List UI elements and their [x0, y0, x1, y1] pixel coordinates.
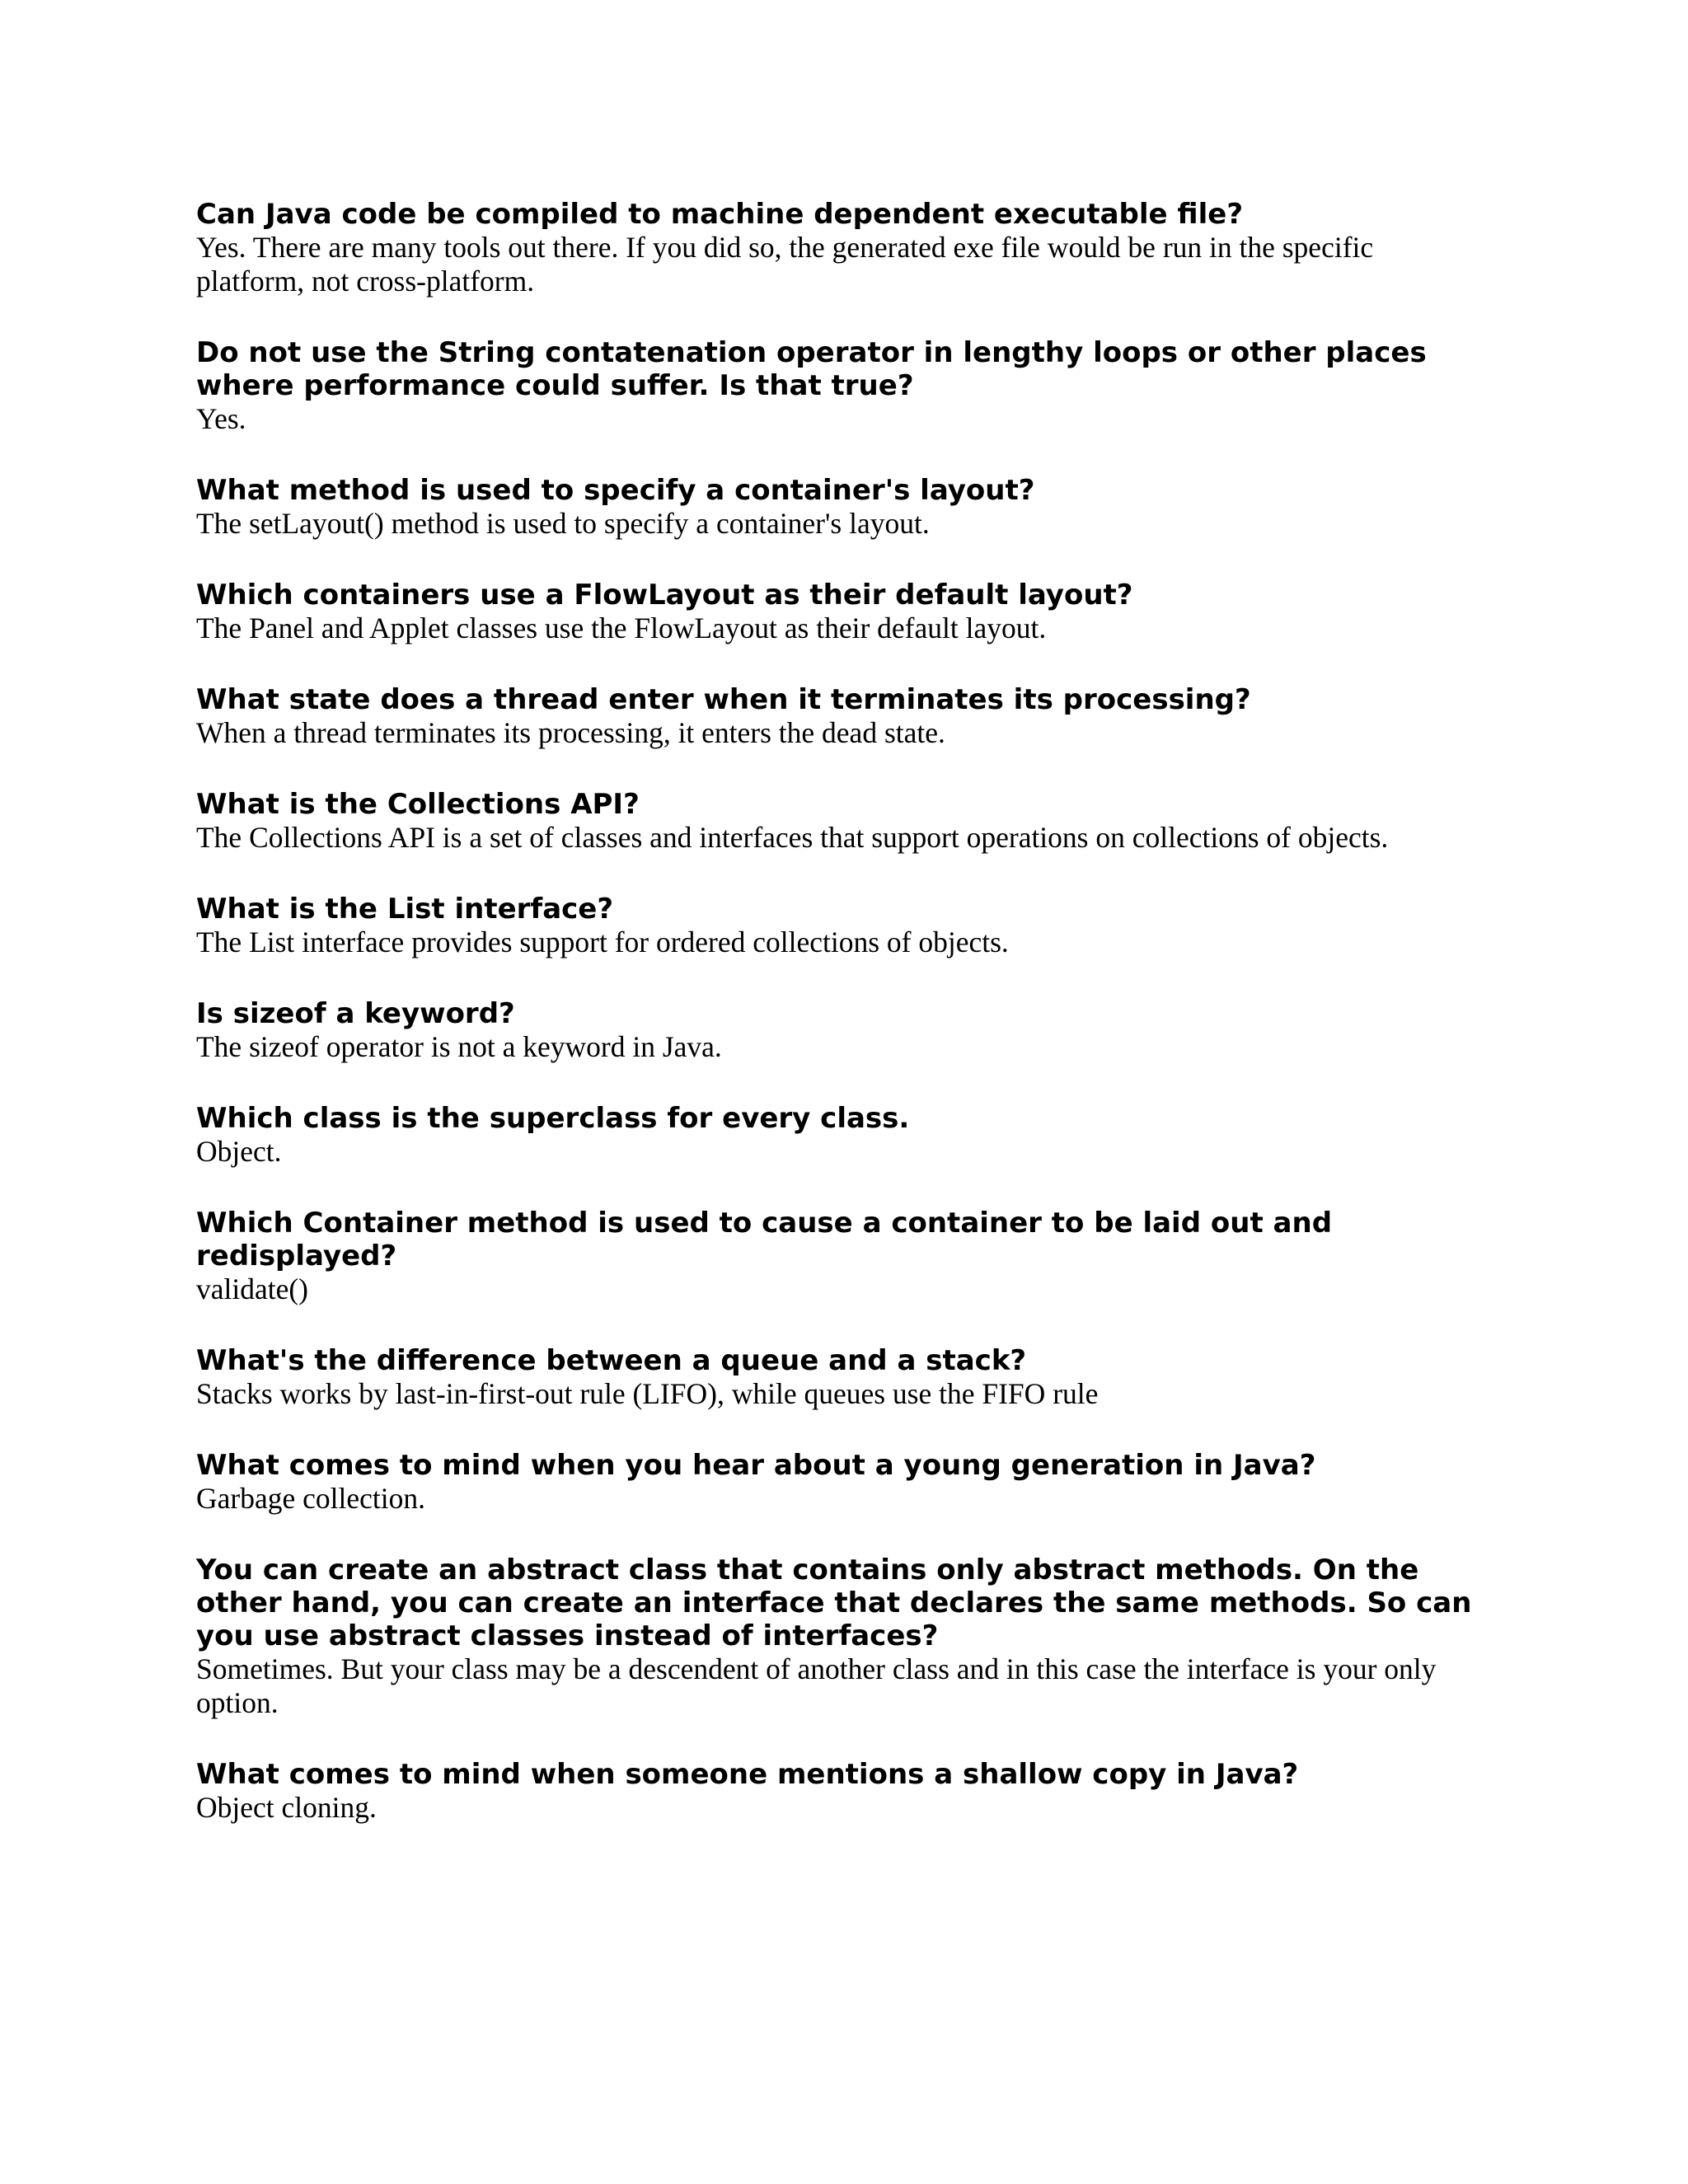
qa-item — [196, 1554, 1482, 1720]
question-text: What comes to mind when someone mentions a shallow copy in Java? — [196, 1758, 1299, 1791]
question-text: Which class is the superclass for every class. — [196, 1102, 910, 1135]
answer-text: validate() — [196, 1272, 309, 1305]
qa-item — [196, 1344, 1482, 1411]
qa-item — [196, 1207, 1482, 1306]
qa-item — [196, 1758, 1482, 1825]
answer-text: The Collections API is a set of classes and interfaces that support operations on collections of objects. — [196, 821, 1389, 854]
qa-item — [196, 198, 1482, 298]
answer-text: The List interface provides support for ordered collections of objects. — [196, 926, 1009, 958]
question-text: What is the List interface? — [196, 893, 614, 926]
answer-text: The sizeof operator is not a keyword in Java. — [196, 1030, 722, 1063]
question-text: Is sizeof a keyword? — [196, 997, 515, 1030]
qa-item — [196, 474, 1482, 541]
answer-text: The Panel and Applet classes use the FlowLayout as their default layout. — [196, 612, 1047, 644]
question-text: Which containers use a FlowLayout as their default layout? — [196, 579, 1133, 612]
qa-list — [196, 198, 1482, 1863]
answer-text: Object cloning. — [196, 1791, 377, 1824]
qa-item — [196, 336, 1482, 436]
answer-text: Sometimes. But your class may be a descendent of another class and in this case the interface is your only option. — [196, 1652, 1437, 1719]
qa-item — [196, 1449, 1482, 1516]
question-text: What comes to mind when you hear about a young generation in Java? — [196, 1449, 1316, 1482]
question-text: What is the Collections API? — [196, 788, 640, 821]
answer-text: Object. — [196, 1135, 282, 1168]
qa-item — [196, 893, 1482, 959]
question-text: You can create an abstract class that contains only abstract methods. On the other hand, you can create an interface that declares the same methods. So can you use abstract classes instead of interfaces? — [196, 1554, 1472, 1652]
answer-text: When a thread terminates its processing, it enters the dead state. — [196, 716, 945, 749]
question-text: What state does a thread enter when it terminates its processing? — [196, 683, 1251, 716]
qa-item — [196, 788, 1482, 855]
answer-text: Yes. — [196, 402, 246, 435]
answer-text: Yes. There are many tools out there. If you did so, the generated exe file would be run in the specific platform, not cross-platform. — [196, 231, 1374, 298]
question-text: Can Java code be compiled to machine dependent executable file? — [196, 198, 1244, 231]
question-text: What's the difference between a queue and a stack? — [196, 1344, 1027, 1377]
answer-text: Garbage collection. — [196, 1482, 425, 1515]
answer-text: Stacks works by last-in-first-out rule (LIFO), while queues use the FIFO rule — [196, 1377, 1099, 1410]
qa-item — [196, 683, 1482, 750]
qa-item — [196, 1102, 1482, 1169]
question-text: What method is used to specify a container's layout? — [196, 474, 1035, 507]
qa-item — [196, 579, 1482, 645]
question-text: Which Container method is used to cause a container to be laid out and redisplayed? — [196, 1207, 1333, 1272]
qa-item — [196, 997, 1482, 1064]
question-text: Do not use the String contatenation operator in lengthy loops or other places where performance could suffer. Is that true? — [196, 336, 1427, 402]
answer-text: The setLayout() method is used to specify a container's layout. — [196, 507, 930, 540]
